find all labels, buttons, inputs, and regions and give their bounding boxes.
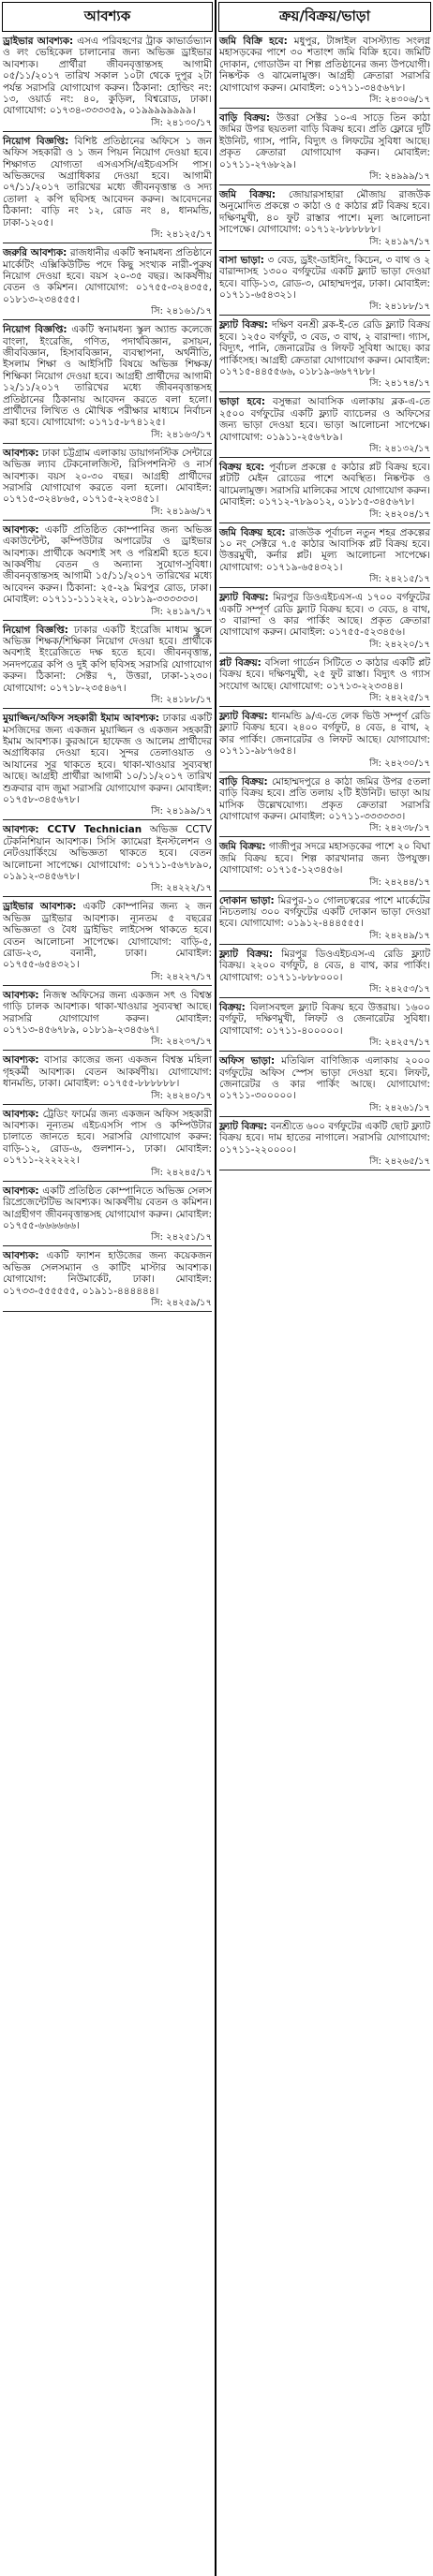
ad-text xyxy=(3,448,212,506)
ad-separator xyxy=(219,315,430,316)
classified-ad xyxy=(219,776,430,838)
ad-text xyxy=(219,776,430,823)
ad-heading: ফ্ল্যাট বিক্রয়: xyxy=(219,948,274,960)
ad-separator xyxy=(219,1051,430,1052)
classified-ad xyxy=(3,36,212,132)
ad-reference-code: সি: ২৪১৯৯/১৭ xyxy=(151,806,212,817)
ad-text xyxy=(219,1002,430,1037)
ad-text xyxy=(3,625,212,694)
ad-body-text: রাজউক পূর্বাচল নতুন শহর প্রকল্পের ১০ নং সেক্টরে ৭.৫ কাঠার আবাসিক প্লট বিক্রয় হবে। উত্তরমুখী, কর্নার প্লট। মূল্য আলোচনা সাপেক্ষে। যোগাযোগ: ০১৭১৯-৬৫৪৩২১। xyxy=(219,526,430,573)
classified-ad xyxy=(219,36,430,109)
classified-ad xyxy=(219,319,430,392)
ad-body-text: মতিঝিল বাণিজ্যিক এলাকায় ২০০০ বর্গফুটের অফিস স্পেস ভাড়া দেওয়া হবে। লিফট, জেনারেটর ও কার পার্কিং আছে। যোগাযোগ: ০১৭১১-৩০০০০০। xyxy=(219,1055,431,1102)
ad-reference-code: সি: ২৪১৯৭/১৭ xyxy=(151,606,212,617)
ad-body-text: পূর্বাচল প্রকল্পে ৫ কাঠার প্লট বিক্রয় হবে। প্লটটি মেইন রোডের পাশে অবস্থিত। নিষ্কণ্টক ও ঝামেলামুক্ত। সরাসরি মালিকের সাথে যোগাযোগ করুন। মোবাইল: ০১৭১২-৭৮৯০১২, ০১৮১৫-৩৪৫৬৭৮। xyxy=(219,461,430,508)
ad-text xyxy=(3,136,212,228)
ad-text xyxy=(219,36,430,94)
ad-heading: নিয়োগ বিজ্ঞপ্তি: xyxy=(3,324,67,336)
ad-separator xyxy=(3,319,212,320)
ad-heading: আবশ্যক: xyxy=(3,1185,39,1197)
ad-heading: বিক্রয়: xyxy=(219,1001,246,1013)
ad-reference-code: সি: ২৪২৩৮/১৭ xyxy=(369,823,430,834)
ad-reference-code: সি: ২৪২৪৯/১৭ xyxy=(369,930,430,941)
ad-heading: নিয়োগ বিজ্ঞপ্তি: xyxy=(3,624,68,636)
ad-heading: জমি বিক্রয়: xyxy=(219,189,276,201)
ad-text xyxy=(219,1121,430,1156)
ad-body-text: উত্তরা সেক্টর ১০-এ সাড়ে তিন কাঠা জমির উপর ছয়তলা বাড়ি বিক্রয় হবে। প্রতি ফ্লোরে দুটি ইউনিট, গ্যাস, পানি, বিদ্যুৎ ও লিফটের সুবিধা আছে। প্রকৃত ক্রেতারা যোগাযোগ করুন। মোবাইল: ০১৭১১-২৭৬৮২৯। xyxy=(219,112,430,170)
ad-reference-code: সি: ২৪২৫১/১৭ xyxy=(151,1232,212,1244)
ad-text xyxy=(219,949,430,983)
ad-text xyxy=(219,255,430,302)
ad-body-text: ঢাকার একটি মসজিদের জন্য একজন মুয়াজ্জিন ও একজন সহকারী ইমাম আবশ্যক। কুরআনে হাফেজ ও আলেম প্রার্থীদের অগ্রাধিকার দেওয়া হবে। সুন্দর তেলাওয়াত ও আযানের সুর থাকতে হবে। থাকা-খাওয়ার সুব্যবস্থা আছে। আগ্রহী প্রার্থীরা আগামী ১০/১১/২০১৭ তারিখ শুক্রবার বাদ জুমা সরাসরি যোগাযোগ করুন। মোবাইল: ০১৭৫৮-৩৪৫৬৭৮। xyxy=(3,713,212,805)
ad-text xyxy=(219,462,430,508)
ad-body-text: একটি প্রতিষ্ঠিত কোম্পানিতে অভিজ্ঞ সেলস রিপ্রেজেন্টেটিভ আবশ্যক। আকর্ষণীয় বেতন ও কমিশন। আগ্রহীগণ জীবনবৃত্তান্তসহ যোগাযোগ করুন। মোবাইল: ০১৭৫৫-৬৬৬৬৬৬। xyxy=(3,1185,212,1231)
ad-body-text: বিলাসবহুল ফ্ল্যাট বিক্রয় হবে উত্তরায়। ১৬০০ বর্গফুট, দক্ষিণমুখী, লিফট ও জেনারেটর সুবিধা। যোগাযোগ: ০১৭১১-৪০০০০০। xyxy=(219,1001,430,1037)
ad-body-text: বসুন্ধরা আবাসিক এলাকায় ব্লক-এ-তে ২৫০০ বর্গফুটের একটি ফ্ল্যাট ব্যাচেলর ও অফিসের জন্য ভাড়া দেওয়া হবে। ভাড়া আলোচনা সাপেক্ষে। যোগাযোগ: ০১৯১১-২৫৬৭৮৯। xyxy=(219,396,430,443)
classified-ad xyxy=(219,1002,430,1052)
ads-list-wanted xyxy=(0,36,215,1312)
ad-text xyxy=(219,711,430,758)
ad-text xyxy=(219,657,430,692)
ad-reference-code: সি: ২৪১৬১/১৭ xyxy=(151,306,212,317)
ad-text xyxy=(3,324,212,429)
ad-body-text: দক্ষিণ বনশ্রী ব্লক-ই-তে রেডি ফ্ল্যাট বিক্রয় হবে। ১২৫০ বর্গফুট, ৩ বেড, ৩ বাথ, ২ বারান্দা। গ্যাস, বিদ্যুৎ, পানি, জেনারেটর ও লিফট সুবিধা আছে। কার পার্কিংসহ। আগ্রহী ক্রেতারা যোগাযোগ করুন। মোবাইল: ০১৭১৫-৪৪৫৫৬৬, ০১৮১৯-৬৬৭৭৮৮। xyxy=(219,319,430,377)
ad-heading: আবশ্যক: xyxy=(3,1250,39,1262)
ad-text xyxy=(219,319,430,377)
classified-ad xyxy=(3,713,212,820)
ad-body-text: ঢাকার একটি ইংরেজি মাধ্যম স্কুলে অভিজ্ঞ শিক্ষক/শিক্ষিকা নিয়োগ দেওয়া হবে। প্রার্থীকে অবশ্যই ইংরেজিতে দক্ষ হতে হবে। জীবনবৃত্তান্ত, সনদপত্রের কপি ও দুই কপি ছবিসহ সরাসরি যোগাযোগ করুন। ঠিকানা: সেক্টর ৭, উত্তরা, ঢাকা-১২৩০। যোগাযোগ: ০১৭১৮-২৩৫৪৬৭। xyxy=(3,624,212,694)
ad-separator xyxy=(219,772,430,773)
classified-ad xyxy=(219,189,430,251)
ad-body-text: নিজস্ব অফিসের জন্য একজন সৎ ও বিশ্বস্ত গাড়ি চালক আবশ্যক। থাকা-খাওয়ার সুব্যবস্থা আছে। সরাসরি যোগাযোগ করুন। মোবাইল: ০১৭১৩-৪৫৬৭৮৯, ০১৮১৯-২৩৪৫৬৭। xyxy=(3,989,212,1037)
ad-reference-code: সি: ২৪২৩০/১৭ xyxy=(369,758,430,769)
classified-ad xyxy=(219,949,430,998)
ad-reference-code: সি: ২৪২২২/১৭ xyxy=(151,883,212,894)
classified-ad xyxy=(219,711,430,773)
column-header-wanted: আবশ্যক xyxy=(2,2,213,32)
ad-body-text: মোহাম্মদপুরে ৪ কাঠা জমির উপর ৫তলা বাড়ি বিক্রয় হবে। প্রতি তলায় ২টি ইউনিট। ভাড়া আয় মাসিক উল্লেখযোগ্য। প্রকৃত ক্রেতারা সরাসরি যোগাযোগ করুন। মোবাইল: ০১৭১১-৩৩৩৩৩৩। xyxy=(219,775,430,822)
ad-heading: মুয়াজ্জিন/অফিস সহকারী ইমাম আবশ্যক: xyxy=(3,713,159,725)
ad-reference-code: সি: ২৪১৬৩/১৭ xyxy=(151,429,212,440)
ad-separator xyxy=(3,1104,212,1105)
ad-heading: প্লট বিক্রয়: xyxy=(219,656,261,669)
ad-text xyxy=(219,189,430,236)
classified-ad xyxy=(3,990,212,1052)
ad-heading: আবশ্যক: CCTV Technician xyxy=(3,824,142,836)
ad-body-text: বসিলা গার্ডেন সিটিতে ৩ কাঠার একটি প্লট বিক্রয় হবে। দক্ষিণমুখী, ২৫ ফুট রাস্তা। বিদ্যুৎ ও গ্যাস সংযোগ আছে। যোগাযোগ: ০১৭১৩-২২৩৩৪৪। xyxy=(219,656,430,692)
ad-body-text: ঢাকা চট্টগ্রাম এলাকায় ডায়াগনস্টিক সেন্টারে অভিজ্ঞ ল্যাব টেকনোলজিস্ট, রিসিপশনিস্ট ও নার্স আবশ্যক। বয়স ২০-৩০ বছর। আগ্রহী প্রার্থীদের সরাসরি যোগাযোগ করতে বলা হলো। মোবাইল: ০১৭১৫-৩২৪৮৬৫, ০১৭১৫-২২৩৪৫১। xyxy=(3,447,212,506)
ad-text xyxy=(219,841,430,876)
ad-text xyxy=(3,1054,212,1089)
ad-separator xyxy=(3,620,212,621)
ad-body-text: গাজীপুর সদরে মহাসড়কের পাশে ২০ বিঘা জমি বিক্রয় হবে। শিল্প কারখানার জন্য উপযুক্ত। যোগাযোগ: ০১৭১৫-১২৩৪৫৬। xyxy=(219,841,430,876)
ad-separator xyxy=(3,819,212,820)
ad-heading: দোকান ভাড়া: xyxy=(219,894,275,906)
ad-text xyxy=(3,824,212,882)
classified-ad xyxy=(3,901,212,985)
ad-separator xyxy=(219,457,430,458)
classified-ad xyxy=(219,112,430,185)
ad-body-text: একটি কোম্পানির জন্য ২ জন অভিজ্ঞ ড্রাইভার আবশ্যক। ন্যূনতম ৫ বছরের অভিজ্ঞতা ও বৈধ ড্রাইভিং লাইসেন্স থাকতে হবে। বেতন আলোচনা সাপেক্ষে। যোগাযোগ: বাড়ি-৫, রোড-২৩, বনানী, ঢাকা। মোবাইল: ০১৭৫৫-৬৫৪৩২১। xyxy=(3,901,212,971)
ad-text xyxy=(3,1109,212,1167)
ad-text xyxy=(3,1185,212,1232)
classified-ad xyxy=(3,136,212,243)
ad-heading: ফ্ল্যাট বিক্রয়: xyxy=(219,592,269,604)
ads-list-buy-sell-rent xyxy=(216,36,433,1170)
ad-heading: ফ্ল্যাট বিক্রয়: xyxy=(219,711,268,723)
ad-reference-code: সি: ২৪২২০/১৭ xyxy=(369,639,430,650)
ad-body-text: ৩ বেড, ড্রইং-ডাইনিং, কিচেন, ৩ বাথ ও ২ বারান্দাসহ ১৩০০ বর্গফুটের একটি ফ্ল্যাট ভাড়া দেওয়া হবে। বাড়ি-১৩, রোড-৩, মোহাম্মদপুর, ঢাকা। মোবাইল: ০১৭১১-৬৫৪৩২১। xyxy=(219,254,430,301)
ad-body-text: একটি প্রতিষ্ঠিত কোম্পানির জন্য অভিজ্ঞ একাউন্টেন্ট, কম্পিউটার অপারেটর ও ড্রাইভার আবশ্যক। প্রার্থীকে অবশ্যই সৎ ও পরিশ্রমী হতে হবে। আকর্ষণীয় বেতন ও অন্যান্য সুযোগ-সুবিধা। জীবনবৃত্তান্তসহ আগামী ১৫/১১/২০১৭ তারিখের মধ্যে আবেদন করুন। ঠিকানা: ২৫-২৯ মিরপুর রোড, ঢাকা। মোবাইল: ০১৭১১-১১১২২২, ০১৮১৯-৩৩৩৩৩৩। xyxy=(3,523,212,606)
ad-reference-code: সি: ২৪৯৯৯/১৭ xyxy=(369,171,430,183)
ad-body-text: ধানমন্ডি ৯/এ-তে লেক ভিউ সম্পূর্ণ রেডি ফ্ল্যাট বিক্রয় হবে। ২৪০০ বর্গফুট, ৪ বেড, ৪ বাথ, ২ কার পার্কিং। জেনারেটর ও লিফট আছে। যোগাযোগ: ০১৭১১-৯৮৭৬৫৪। xyxy=(219,711,430,758)
ad-separator xyxy=(219,836,430,837)
ad-text xyxy=(3,247,212,305)
ad-reference-code: সি: ২৪২২৫/১৭ xyxy=(369,693,430,704)
ad-separator xyxy=(3,1245,212,1246)
ad-separator xyxy=(219,587,430,588)
ad-text xyxy=(219,895,430,930)
ad-body-text: জোয়ারসাহারা মৌজায় রাজউক অনুমোদিত প্রকল্পে ৩ কাঠা ও ৫ কাঠার প্লট বিক্রয় হবে। দক্ষিণমুখী, ৪০ ফুট রাস্তার পাশে। মূল্য আলোচনা সাপেক্ষে। যোগাযোগ: ০১৭১২-৮৮৮৮৮৮। xyxy=(219,189,430,236)
ad-separator xyxy=(3,131,212,132)
ad-heading: বিক্রয় হবে: xyxy=(219,461,265,473)
ad-text xyxy=(219,592,430,639)
ad-heading: ভাড়া হবে: xyxy=(219,396,266,408)
ad-separator xyxy=(3,443,212,444)
ad-separator xyxy=(219,391,430,392)
ad-separator xyxy=(219,997,430,998)
classified-ad xyxy=(219,895,430,945)
ad-heading: ড্রাইভার আবশ্যক: xyxy=(3,901,77,913)
classified-ad xyxy=(219,592,430,654)
ad-text xyxy=(219,112,430,170)
ad-heading: আবশ্যক: xyxy=(3,447,39,459)
ad-separator xyxy=(219,108,430,109)
ad-heading: জমি বিক্রয় হবে: xyxy=(219,526,286,538)
ad-heading: আবশ্যক: xyxy=(3,989,39,1001)
ad-separator xyxy=(3,708,212,709)
classified-ad xyxy=(3,1109,212,1182)
ad-reference-code: সি: ২৪২৬১/১৭ xyxy=(369,1102,430,1113)
ad-heading: অফিস ভাড়া: xyxy=(219,1055,276,1067)
ad-body-text: মিরপুর ডিওএইচএস-এ ১৭০০ বর্গফুটের একটি সম্পূর্ণ রেডি ফ্ল্যাট বিক্রয় হবে। ৩ বেড, ৪ বাথ, ৩ বারান্দা ও কার পার্কিং আছে। প্রকৃত ক্রেতারা যোগাযোগ করুন। মোবাইল: ০১৭৫৫-৫২৩৪৫৬। xyxy=(219,592,430,639)
ad-heading: ড্রাইভার আবশ্যক: xyxy=(3,36,74,47)
ad-reference-code: সি: ২৪৩০৬/১৭ xyxy=(369,95,430,106)
ad-text xyxy=(3,990,212,1037)
ad-text xyxy=(3,1250,212,1297)
ad-text xyxy=(3,713,212,805)
ad-body-text: বাসার কাজের জন্য একজন বিশ্বস্ত মহিলা গৃহকর্মী আবশ্যক। বেতন আকর্ষণীয়। যোগাযোগ: ধানমন্ডি, ঢাকা। মোবাইল: ০১৭৫৫-৮৮৮৮৮৮। xyxy=(3,1054,212,1090)
ad-separator xyxy=(219,706,430,707)
ad-separator xyxy=(219,944,430,945)
ad-heading: নিয়োগ বিজ্ঞপ্তি: xyxy=(3,135,69,147)
classified-ad xyxy=(219,1055,430,1117)
ad-text xyxy=(219,527,430,574)
ad-body-text: মধুপুর, টাঙ্গাইল বাসস্ট্যান্ড সংলগ্ন মহাসড়কের পাশে ৩০ শতাংশ জমি বিক্রি হবে। জমিটি দোকান, গোডাউন বা শিল্প প্রতিষ্ঠানের জন্য উপযোগী। নিষ্কণ্টক ও ঝামেলামুক্ত। আগ্রহী ক্রেতারা সরাসরি যোগাযোগ করুন। মোবাইল: ০১৭১১-৩৪৫৬৭৮। xyxy=(219,36,431,94)
ad-text xyxy=(219,396,430,443)
ad-separator xyxy=(219,653,430,654)
ad-text xyxy=(3,901,212,970)
ad-reference-code: সি: ২৪২৩৭/১৭ xyxy=(151,1037,212,1048)
ad-separator xyxy=(3,1050,212,1051)
ad-reference-code: সি: ২৪২৫৩/১৭ xyxy=(369,983,430,994)
classified-ad xyxy=(3,1185,212,1247)
classified-ad xyxy=(219,255,430,316)
ad-body-text: বিশিষ্ট প্রতিষ্ঠানের অফিসে ১ জন অফিস সহকারী ও ১ জন পিয়ন নিয়োগ দেওয়া হবে। শিক্ষাগত যোগ্যতা এসএসসি/এইচএসসি পাস। অভিজ্ঞদের অগ্রাধিকার দেওয়া হবে। আগামী ০৭/১১/২০১৭ তারিখের মধ্যে জীবনবৃত্তান্ত ও সদ্য তোলা ২ কপি ছবিসহ আবেদন করুন। আবেদনের ঠিকানা: বাড়ি নং ১২, রোড নং ৪, ধানমন্ডি, ঢাকা-১২০৫। xyxy=(3,135,213,228)
ad-heading: ফ্ল্যাট বিক্রয়: xyxy=(219,1120,268,1132)
ad-body-text: একটি ফ্যাশন হাউজের জন্য কয়েকজন অভিজ্ঞ সেলসম্যান ও কাটিং মাস্টার আবশ্যক। যোগাযোগ: নিউমার্কেট, ঢাকা। মোবাইল: ০১৭৩৩-৫৫৫৫৫৫, ০১৯১১-৪৪৪৪৪৪। xyxy=(3,1250,212,1297)
classified-ad xyxy=(3,1054,212,1104)
ad-heading: আবশ্যক: xyxy=(3,523,39,536)
ad-separator xyxy=(3,520,212,521)
ad-reference-code: সি: ২৪২৫৭/১৭ xyxy=(369,1038,430,1049)
ad-reference-code: সি: ২৪২৫৯/১৭ xyxy=(151,1297,212,1308)
ad-separator xyxy=(3,1181,212,1182)
classified-ad xyxy=(3,247,212,320)
classified-ad xyxy=(3,625,212,709)
ad-heading: বাড়ি বিক্রয়: xyxy=(219,775,268,788)
ad-body-text: একটি স্বনামধন্য স্কুল অ্যান্ড কলেজে বাংলা, ইংরেজি, গণিত, পদার্থবিজ্ঞান, রসায়ন, জীববিজ্ঞান, হিসাববিজ্ঞান, ব্যবস্থাপনা, অর্থনীতি, ইসলাম শিক্ষা ও আইসিটি বিষয়ে অভিজ্ঞ শিক্ষক/শিক্ষিকা নিয়োগ দেওয়া হবে। আগ্রহী প্রার্থীদের আগামী ১২/১১/২০১৭ তারিখের মধ্যে জীবনবৃত্তান্তসহ প্রতিষ্ঠানের ঠিকানায় আবেদন করতে বলা হলো। প্রার্থীদের লিখিত ও মৌখিক পরীক্ষার মাধ্যমে নির্বাচন করা হবে। যোগাযোগ: ০১৭১৫-৮৭৪১২৫। xyxy=(3,324,212,429)
ad-heading: জমি বিক্রয়: xyxy=(219,841,266,853)
ad-text xyxy=(219,1055,430,1102)
classified-ad xyxy=(219,462,430,523)
ad-reference-code: সি: ২৪২৪৫/১৭ xyxy=(151,1167,212,1178)
ad-text xyxy=(3,524,212,606)
column-wanted xyxy=(0,0,215,2576)
ad-body-text: এসএ পরিবহণের ট্রাক কাভার্ডভ্যান ও লং ভেহিকেল চালানোর জন্য অভিজ্ঞ ড্রাইভার আবশ্যক। প্রার্থীরা জীবনবৃত্তান্তসহ আগামী ০৫/১১/২০১৭ তারিখ সকাল ১০টা থেকে দুপুর ২টা পর্যন্ত সরাসরি যোগাযোগ করুন। ঠিকানা: হোল্ডিং নং: ১৩, ওয়ার্ড নং: ৪০, কুড়িল, বিশ্বরোড, ঢাকা। যোগাযোগ: ০১৭৩৪-৩৩৩৩৫৯, ০১৯৯৯৯৯৯৯৯। xyxy=(3,36,212,117)
ad-heading: বাসা ভাড়া: xyxy=(219,254,264,266)
column-buy-sell-rent xyxy=(216,0,433,2576)
classified-ad xyxy=(219,1121,430,1170)
classified-ad xyxy=(3,1250,212,1312)
ad-heading: আবশ্যক: xyxy=(3,1054,39,1067)
ad-body-text: অভিজ্ঞ CCTV টেকনিশিয়ান আবশ্যক। সিসি ক্যামেরা ইনস্টলেশন ও নেটওয়ার্কিংয়ে অভিজ্ঞতা থাকতে হবে। বেতন আলোচনা সাপেক্ষে। যোগাযোগ: ০১৭১১-৫৬৭৮৯০, ০১৯১২-৩৪৫৬৭৮। xyxy=(3,824,212,882)
ad-separator xyxy=(3,985,212,986)
ad-separator xyxy=(219,250,430,251)
ad-reference-code: সি: ২৪১৩২/১৭ xyxy=(369,443,430,454)
ad-separator xyxy=(219,184,430,185)
ad-reference-code: সি: ২৪১৩০/১৭ xyxy=(151,117,212,128)
classified-ad xyxy=(3,448,212,521)
column-header-buy-sell-rent: ক্রয়/বিক্রয়/ভাড়া xyxy=(218,2,431,32)
ad-heading: বাড়ি বিক্রয়: xyxy=(219,112,271,125)
ad-heading: ফ্ল্যাট বিক্রয়: xyxy=(219,319,268,331)
ad-separator xyxy=(219,1116,430,1117)
ad-heading: জরুরি আবশ্যক: xyxy=(3,247,67,259)
ad-reference-code: সি: ২৪২০৪/১৭ xyxy=(369,508,430,520)
classified-ad xyxy=(219,841,430,891)
classified-ad xyxy=(3,324,212,444)
ad-reference-code: সি: ২৪১৭৪/১৭ xyxy=(369,378,430,390)
ad-reference-code: সি: ২৪২৬৫/১৭ xyxy=(369,1156,430,1168)
ad-reference-code: সি: ২৪২৪০/১৭ xyxy=(151,1090,212,1101)
ad-separator xyxy=(3,896,212,897)
ad-body-text: মিরপুর ডিওএইচএস-এ রেডি ফ্ল্যাট বিক্রয়। ২২০০ বর্গফুট, ৪ বেড, ৪ বাথ, কার পার্কিং। যোগাযোগ: ০১৭১১-৮৮৮০০০। xyxy=(219,948,430,983)
ad-body-text: বনশ্রীতে ৬০০ বর্গফুটের একটি ছোট ফ্ল্যাট বিক্রয় হবে। দাম হাতের নাগালে। সরাসরি যোগাযোগ: ০১৭১১-২২০০০০। xyxy=(219,1120,430,1156)
ad-reference-code: সি: ২৪১৮৮/১৭ xyxy=(369,302,430,313)
classified-ad xyxy=(219,396,430,458)
classified-ad xyxy=(3,524,212,621)
classified-ad xyxy=(219,527,430,589)
ad-reference-code: সি: ২৪২২৭/১৭ xyxy=(151,971,212,982)
ad-body-text: মিরপুর-১০ গোলচত্বরের পাশে মার্কেটের নিচতলায় ৩০০ বর্গফুটের একটি দোকান ভাড়া দেওয়া হবে। যোগাযোগ: ০১৯১২-৪৪৪৫৫৫। xyxy=(219,894,430,930)
ad-heading: আবশ্যক: xyxy=(3,1108,39,1120)
classified-ad xyxy=(219,657,430,707)
ad-reference-code: সি: ২৪২৪৪/১৭ xyxy=(369,876,430,888)
ad-reference-code: সি: ২৪১৯৭/১৭ xyxy=(369,236,430,247)
ad-reference-code: সি: ২৪১২৫/১৭ xyxy=(151,229,212,241)
ad-reference-code: সি: ২৪১৯৬/১৭ xyxy=(151,506,212,517)
ad-text xyxy=(3,36,212,117)
ad-reference-code: সি: ২৪১৮৮/১৭ xyxy=(151,695,212,706)
classified-ad xyxy=(3,824,212,897)
ad-body-text: রাজধানীর একটি স্বনামধন্য প্রতিষ্ঠানে মার্কেটিং এক্সিকিউটিভ পদে কিছু সংখ্যক নারী-পুরুষ নিয়োগ দেওয়া হবে। বয়স ২০-৩৫ বছর। আকর্ষণীয় বেতন ও কমিশন। যোগাযোগ: ০১৭৫৫-৩২৪৩৫৫, ০১৮১৩-২৩৪৫৫৫। xyxy=(3,247,212,305)
ad-separator xyxy=(3,1311,212,1312)
ad-heading: জমি বিক্রি হবে: xyxy=(219,36,288,47)
ad-body-text: ট্রেডিং ফার্মের জন্য একজন অফিস সহকারী আবশ্যক। নূন্যতম এইচএসসি পাস ও কম্পিউটার চালাতে জানতে হবে। সরাসরি যোগাযোগ করুন: বাড়ি-১২, রোড-৬, গুলশান-১, ঢাকা। মোবাইল: ০১৭১১-২২২২২২। xyxy=(3,1108,212,1167)
ad-reference-code: সি: ২৪২১৫/১৭ xyxy=(369,574,430,585)
